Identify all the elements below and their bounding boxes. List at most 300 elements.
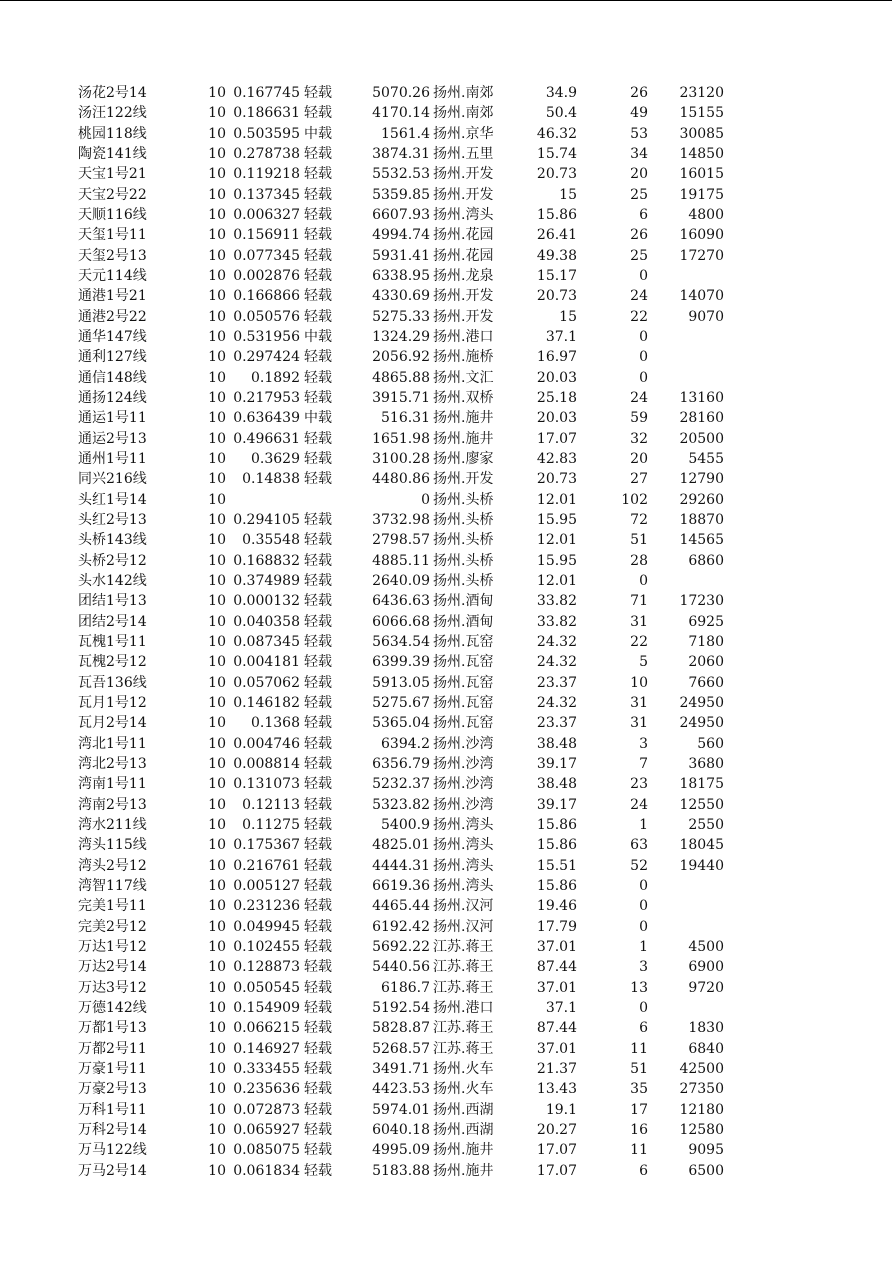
cell-load-status: 轻载 — [304, 735, 332, 752]
cell-remaining-capacity: 2056.92 — [372, 349, 430, 366]
cell-load-status: 轻载 — [304, 695, 332, 711]
cell-line-name: 天元114线 — [78, 268, 147, 285]
table-body — [78, 83, 724, 1181]
cell-load-rate: 0.496631 — [233, 430, 300, 447]
cell-voltage: 10 — [208, 634, 226, 651]
cell-voltage: 10 — [208, 999, 226, 1016]
cell-load-status: 中载 — [304, 329, 332, 346]
cell-line-length: 24.32 — [536, 695, 577, 711]
cell-substation: 扬州.廖家 — [433, 451, 494, 468]
cell-line-length: 37.01 — [536, 979, 577, 996]
cell-substation: 江苏.蒋王 — [433, 938, 494, 955]
cell-load-rate: 0.636439 — [233, 410, 300, 427]
cell-line-length: 46.32 — [536, 125, 577, 142]
cell-substation: 扬州.文汇 — [433, 369, 494, 386]
cell-transformer-count: 10 — [630, 674, 648, 691]
cell-remaining-capacity: 5359.85 — [372, 186, 430, 203]
cell-line-length: 26.41 — [536, 227, 577, 244]
cell-substation: 扬州.施井 — [433, 430, 494, 447]
cell-line-name: 万马2号14 — [78, 1162, 147, 1179]
cell-substation: 扬州.施桥 — [433, 349, 494, 366]
cell-transformer-count: 35 — [630, 1081, 648, 1098]
cell-voltage: 10 — [208, 532, 226, 549]
cell-installed-capacity: 14070 — [679, 288, 724, 305]
cell-installed-capacity: 6840 — [688, 1040, 724, 1057]
cell-installed-capacity: 20500 — [679, 430, 724, 447]
cell-installed-capacity — [648, 916, 724, 936]
cell-line-name: 头红2号13 — [78, 512, 147, 529]
cell-substation: 扬州.南郊 — [433, 85, 494, 102]
cell-voltage: 10 — [208, 186, 226, 203]
cell-line-name: 团结2号14 — [78, 613, 147, 630]
cell-load-status: 轻载 — [304, 1060, 332, 1077]
cell-substation: 扬州.沙湾 — [433, 755, 494, 772]
cell-remaining-capacity: 4885.11 — [372, 552, 430, 569]
table-row — [78, 1099, 724, 1119]
cell-load-rate: 0.066215 — [233, 1020, 300, 1037]
cell-voltage: 10 — [208, 146, 226, 163]
cell-line-length: 49.38 — [536, 247, 577, 264]
cell-line-name: 万马122线 — [78, 1142, 147, 1159]
cell-transformer-count: 22 — [630, 634, 648, 651]
cell-remaining-capacity: 5634.54 — [372, 634, 430, 651]
cell-transformer-count: 1 — [639, 816, 648, 833]
cell-installed-capacity: 12580 — [679, 1121, 724, 1138]
cell-installed-capacity: 4500 — [688, 938, 724, 955]
table-row — [78, 693, 724, 713]
table-row — [78, 794, 724, 814]
cell-remaining-capacity: 4465.44 — [372, 898, 430, 915]
table-row — [78, 307, 724, 327]
cell-substation: 扬州.湾头 — [433, 877, 494, 894]
cell-remaining-capacity: 5232.37 — [372, 776, 430, 793]
cell-remaining-capacity: 516.31 — [381, 410, 430, 427]
cell-load-rate: 0.131073 — [233, 776, 300, 793]
cell-load-status: 轻载 — [304, 755, 332, 772]
cell-line-name: 湾北2号13 — [78, 755, 147, 772]
cell-load-rate: 0.077345 — [233, 247, 300, 264]
cell-remaining-capacity: 3100.28 — [372, 451, 430, 468]
cell-load-status: 轻载 — [304, 288, 332, 305]
cell-voltage: 10 — [208, 857, 226, 874]
cell-line-length: 37.01 — [536, 938, 577, 955]
cell-remaining-capacity: 4480.86 — [372, 471, 430, 488]
cell-load-status: 轻载 — [304, 268, 332, 285]
cell-load-rate: 0.531956 — [233, 329, 300, 346]
cell-load-status: 轻载 — [304, 918, 332, 935]
cell-remaining-capacity: 3732.98 — [372, 512, 430, 529]
cell-load-status: 轻载 — [304, 1162, 332, 1179]
cell-voltage: 10 — [208, 979, 226, 996]
cell-transformer-count: 24 — [630, 796, 648, 813]
cell-transformer-count: 25 — [630, 186, 648, 203]
cell-transformer-count: 16 — [630, 1121, 648, 1138]
cell-installed-capacity — [648, 266, 724, 286]
cell-load-status: 轻载 — [304, 634, 332, 651]
cell-transformer-count: 25 — [630, 247, 648, 264]
cell-load-status: 轻载 — [304, 938, 332, 955]
cell-load-status: 轻载 — [304, 349, 332, 366]
table-row — [78, 490, 724, 510]
cell-load-rate: 0.102455 — [233, 938, 300, 955]
cell-line-name: 头水142线 — [78, 573, 147, 590]
cell-line-name: 湾北1号11 — [78, 735, 147, 752]
cell-voltage: 10 — [208, 776, 226, 793]
cell-remaining-capacity: 4423.53 — [372, 1081, 430, 1098]
cell-transformer-count: 13 — [630, 979, 648, 996]
cell-substation: 扬州.西湖 — [433, 1121, 494, 1138]
cell-voltage: 10 — [208, 552, 226, 569]
cell-line-name: 万科1号11 — [78, 1101, 147, 1118]
cell-remaining-capacity: 5192.54 — [372, 999, 430, 1016]
cell-voltage: 10 — [208, 1101, 226, 1118]
cell-remaining-capacity: 5913.05 — [372, 674, 430, 691]
table-row — [78, 388, 724, 408]
cell-line-length: 19.46 — [536, 898, 577, 915]
cell-substation: 扬州.瓦窑 — [433, 674, 494, 691]
cell-substation: 扬州.湾头 — [433, 816, 494, 833]
cell-transformer-count: 0 — [639, 573, 648, 590]
cell-voltage: 10 — [208, 1060, 226, 1077]
table-row — [78, 815, 724, 835]
cell-load-status: 轻载 — [304, 105, 332, 122]
table-row — [78, 530, 724, 550]
cell-substation: 扬州.南郊 — [433, 105, 494, 122]
cell-load-status: 轻载 — [304, 593, 332, 610]
table-row — [78, 855, 724, 875]
cell-load-rate: 0.278738 — [233, 146, 300, 163]
table-row — [78, 713, 724, 733]
cell-line-name: 通港2号22 — [78, 308, 147, 325]
cell-load-rate: 0.297424 — [233, 349, 300, 366]
cell-load-rate: 0.14838 — [242, 471, 300, 488]
cell-substation: 扬州.瓦窑 — [433, 634, 494, 651]
cell-line-length: 12.01 — [536, 532, 577, 549]
cell-line-name: 通运2号13 — [78, 430, 147, 447]
cell-load-status: 轻载 — [304, 999, 332, 1016]
cell-line-length: 15.95 — [536, 552, 577, 569]
cell-line-length: 15.86 — [536, 816, 577, 833]
cell-installed-capacity: 7660 — [688, 674, 724, 691]
cell-line-length: 12.01 — [536, 573, 577, 590]
cell-transformer-count: 17 — [630, 1101, 648, 1118]
cell-installed-capacity: 24950 — [679, 715, 724, 732]
cell-transformer-count: 28 — [630, 552, 648, 569]
cell-substation: 扬州.龙泉 — [433, 268, 494, 285]
cell-substation: 扬州.瓦窑 — [433, 654, 494, 671]
cell-load-status: 轻载 — [304, 552, 332, 569]
cell-load-status: 轻载 — [304, 1020, 332, 1037]
cell-line-length: 15.86 — [536, 877, 577, 894]
cell-load-rate: 0.168832 — [233, 552, 300, 569]
cell-installed-capacity: 1830 — [688, 1020, 724, 1037]
cell-load-rate: 0.008814 — [233, 755, 300, 772]
cell-load-rate: 0.040358 — [233, 613, 300, 630]
cell-line-length: 17.07 — [536, 1142, 577, 1159]
cell-installed-capacity: 6925 — [688, 613, 724, 630]
cell-transformer-count: 0 — [639, 349, 648, 366]
cell-load-status: 中载 — [304, 125, 332, 142]
cell-line-name: 万德142线 — [78, 999, 147, 1016]
cell-voltage: 10 — [208, 390, 226, 407]
cell-load-rate: 0.000132 — [233, 593, 300, 610]
cell-transformer-count: 0 — [639, 268, 648, 285]
cell-load-rate: 0.050576 — [233, 308, 300, 325]
cell-line-name: 通扬124线 — [78, 390, 147, 407]
cell-line-length: 34.9 — [545, 85, 577, 102]
cell-load-rate — [226, 490, 300, 510]
table-row — [78, 1018, 724, 1038]
cell-transformer-count: 51 — [630, 1060, 648, 1077]
cell-load-rate: 0.050545 — [233, 979, 300, 996]
cell-substation: 扬州.沙湾 — [433, 735, 494, 752]
cell-transformer-count: 6 — [639, 207, 648, 224]
cell-transformer-count: 22 — [630, 308, 648, 325]
cell-substation: 扬州.湾头 — [433, 837, 494, 854]
cell-line-length: 37.1 — [545, 329, 577, 346]
cell-load-rate: 0.186631 — [233, 105, 300, 122]
cell-remaining-capacity: 3874.31 — [372, 146, 430, 163]
cell-remaining-capacity: 5692.22 — [372, 938, 430, 955]
cell-remaining-capacity: 4995.09 — [372, 1142, 430, 1159]
cell-voltage: 10 — [208, 796, 226, 813]
table-row — [78, 591, 724, 611]
cell-remaining-capacity: 4994.74 — [372, 227, 430, 244]
cell-transformer-count: 24 — [630, 288, 648, 305]
cell-load-status: 轻载 — [304, 532, 332, 549]
cell-installed-capacity — [648, 327, 724, 347]
cell-load-status: 轻载 — [304, 1081, 332, 1098]
cell-remaining-capacity: 5400.9 — [381, 816, 430, 833]
cell-line-name: 团结1号13 — [78, 593, 147, 610]
cell-line-length: 15.17 — [536, 268, 577, 285]
cell-transformer-count: 71 — [630, 593, 648, 610]
cell-load-rate: 0.137345 — [233, 186, 300, 203]
cell-transformer-count: 0 — [639, 898, 648, 915]
cell-line-length: 87.44 — [536, 959, 577, 976]
cell-installed-capacity: 5455 — [688, 451, 724, 468]
cell-installed-capacity: 6900 — [688, 959, 724, 976]
cell-voltage: 10 — [208, 349, 226, 366]
cell-remaining-capacity: 6338.95 — [372, 268, 430, 285]
cell-transformer-count: 6 — [639, 1162, 648, 1179]
cell-load-status: 轻载 — [304, 146, 332, 163]
cell-line-length: 12.01 — [536, 491, 577, 508]
cell-voltage: 10 — [208, 105, 226, 122]
cell-line-length: 33.82 — [536, 593, 577, 610]
cell-substation: 扬州.头桥 — [433, 491, 494, 508]
cell-load-rate: 0.087345 — [233, 634, 300, 651]
cell-installed-capacity — [648, 571, 724, 591]
table-row — [78, 1079, 724, 1099]
cell-line-name: 天玺1号11 — [78, 227, 147, 244]
cell-substation: 扬州.施井 — [433, 1142, 494, 1159]
cell-installed-capacity — [648, 998, 724, 1018]
cell-substation: 江苏.蒋王 — [433, 979, 494, 996]
cell-line-length: 37.01 — [536, 1040, 577, 1057]
cell-load-status: 轻载 — [304, 1040, 332, 1057]
cell-voltage: 10 — [208, 268, 226, 285]
cell-substation: 扬州.汉河 — [433, 898, 494, 915]
cell-line-name: 湾水211线 — [78, 816, 147, 833]
cell-transformer-count: 24 — [630, 390, 648, 407]
cell-load-status: 轻载 — [304, 369, 332, 386]
cell-substation: 扬州.港口 — [433, 999, 494, 1016]
table-row — [78, 876, 724, 896]
cell-line-name: 万达3号12 — [78, 979, 147, 996]
cell-line-length: 15.86 — [536, 837, 577, 854]
table-row — [78, 612, 724, 632]
cell-line-length: 19.1 — [545, 1101, 577, 1118]
cell-transformer-count: 1 — [639, 938, 648, 955]
cell-line-name: 头桥2号12 — [78, 552, 147, 569]
cell-substation: 扬州.开发 — [433, 308, 494, 325]
table-row — [78, 1160, 724, 1180]
cell-voltage: 10 — [208, 816, 226, 833]
cell-transformer-count: 0 — [639, 999, 648, 1016]
cell-load-rate: 0.002876 — [233, 268, 300, 285]
cell-load-rate: 0.294105 — [233, 512, 300, 529]
cell-substation: 扬州.花园 — [433, 247, 494, 264]
cell-installed-capacity: 7180 — [688, 634, 724, 651]
cell-voltage: 10 — [208, 593, 226, 610]
cell-load-rate: 0.085075 — [233, 1142, 300, 1159]
cell-voltage: 10 — [208, 125, 226, 142]
cell-substation: 扬州.头桥 — [433, 512, 494, 529]
cell-load-status: 轻载 — [304, 390, 332, 407]
cell-installed-capacity: 23120 — [679, 85, 724, 102]
cell-line-length: 39.17 — [536, 755, 577, 772]
cell-voltage: 10 — [208, 430, 226, 447]
cell-remaining-capacity: 5440.56 — [372, 959, 430, 976]
cell-transformer-count: 59 — [630, 410, 648, 427]
cell-load-rate: 0.128873 — [233, 959, 300, 976]
cell-transformer-count: 5 — [639, 654, 648, 671]
cell-installed-capacity: 28160 — [679, 410, 724, 427]
table-row — [78, 449, 724, 469]
cell-transformer-count: 3 — [639, 959, 648, 976]
cell-remaining-capacity: 6436.63 — [372, 593, 430, 610]
cell-installed-capacity: 29260 — [679, 491, 724, 508]
cell-voltage: 10 — [208, 410, 226, 427]
cell-line-length: 24.32 — [536, 654, 577, 671]
table-row — [78, 774, 724, 794]
cell-load-rate: 0.049945 — [233, 918, 300, 935]
cell-remaining-capacity: 3491.71 — [372, 1060, 430, 1077]
cell-installed-capacity: 42500 — [679, 1060, 724, 1077]
cell-installed-capacity: 24950 — [679, 695, 724, 711]
cell-load-status: 轻载 — [304, 227, 332, 244]
table-row — [78, 957, 724, 977]
cell-line-length: 38.48 — [536, 735, 577, 752]
cell-line-length: 17.07 — [536, 1162, 577, 1179]
cell-substation: 江苏.蒋王 — [433, 1040, 494, 1057]
cell-remaining-capacity: 5931.41 — [372, 247, 430, 264]
cell-substation: 扬州.火车 — [433, 1060, 494, 1077]
cell-remaining-capacity: 5275.67 — [372, 695, 430, 711]
cell-transformer-count: 0 — [639, 369, 648, 386]
table-row — [78, 835, 724, 855]
cell-load-status: 轻载 — [304, 715, 332, 732]
cell-transformer-count: 20 — [630, 166, 648, 183]
cell-installed-capacity: 3680 — [688, 755, 724, 772]
cell-substation: 扬州.开发 — [433, 471, 494, 488]
cell-installed-capacity: 9070 — [688, 308, 724, 325]
cell-load-status: 轻载 — [304, 308, 332, 325]
cell-voltage: 10 — [208, 755, 226, 772]
cell-voltage: 10 — [208, 674, 226, 691]
cell-line-length: 17.07 — [536, 430, 577, 447]
cell-line-name: 瓦月2号14 — [78, 715, 147, 732]
cell-voltage: 10 — [208, 166, 226, 183]
cell-transformer-count: 63 — [630, 837, 648, 854]
cell-load-rate: 0.119218 — [233, 166, 300, 183]
cell-line-length: 33.82 — [536, 613, 577, 630]
cell-installed-capacity: 14565 — [679, 532, 724, 549]
cell-load-rate: 0.503595 — [233, 125, 300, 142]
cell-load-rate: 0.374989 — [233, 573, 300, 590]
cell-installed-capacity — [648, 368, 724, 388]
cell-installed-capacity: 12180 — [679, 1101, 724, 1118]
cell-substation: 扬州.五里 — [433, 146, 494, 163]
cell-remaining-capacity: 5070.26 — [372, 85, 430, 102]
cell-line-name: 通华147线 — [78, 329, 147, 346]
cell-load-status: 轻载 — [304, 247, 332, 264]
cell-remaining-capacity: 6619.36 — [372, 877, 430, 894]
cell-voltage: 10 — [208, 613, 226, 630]
cell-line-name: 通利127线 — [78, 349, 147, 366]
table-row — [78, 916, 724, 936]
table-row — [78, 896, 724, 916]
cell-line-name: 桃园118线 — [78, 125, 147, 142]
cell-load-rate: 0.167745 — [233, 85, 300, 102]
cell-voltage: 10 — [208, 369, 226, 386]
cell-line-name: 天玺2号13 — [78, 247, 147, 264]
table-row — [78, 347, 724, 367]
cell-voltage: 10 — [208, 1020, 226, 1037]
cell-installed-capacity: 16015 — [679, 166, 724, 183]
cell-load-rate: 0.156911 — [233, 227, 300, 244]
cell-voltage: 10 — [208, 938, 226, 955]
cell-transformer-count: 31 — [630, 695, 648, 711]
cell-voltage: 10 — [208, 491, 226, 508]
cell-installed-capacity: 15155 — [679, 105, 724, 122]
cell-transformer-count: 72 — [630, 512, 648, 529]
cell-line-length: 87.44 — [536, 1020, 577, 1037]
cell-transformer-count: 3 — [639, 735, 648, 752]
table-row — [78, 652, 724, 672]
cell-load-rate: 0.004746 — [233, 735, 300, 752]
table-row — [78, 1038, 724, 1058]
cell-installed-capacity: 19175 — [679, 186, 724, 203]
table-row — [78, 1120, 724, 1140]
cell-line-length: 21.37 — [536, 1060, 577, 1077]
cell-remaining-capacity: 3915.71 — [372, 390, 430, 407]
cell-installed-capacity: 2550 — [688, 816, 724, 833]
cell-load-status: 轻载 — [304, 186, 332, 203]
cell-transformer-count: 26 — [630, 227, 648, 244]
table-row — [78, 734, 724, 754]
cell-load-status: 轻载 — [304, 471, 332, 488]
cell-load-status: 轻载 — [304, 654, 332, 671]
cell-load-rate: 0.146182 — [233, 695, 300, 711]
cell-voltage: 10 — [208, 1162, 226, 1179]
cell-voltage: 10 — [208, 207, 226, 224]
table-row — [78, 998, 724, 1018]
table-row — [78, 144, 724, 164]
cell-voltage: 10 — [208, 1142, 226, 1159]
cell-transformer-count: 0 — [639, 329, 648, 346]
